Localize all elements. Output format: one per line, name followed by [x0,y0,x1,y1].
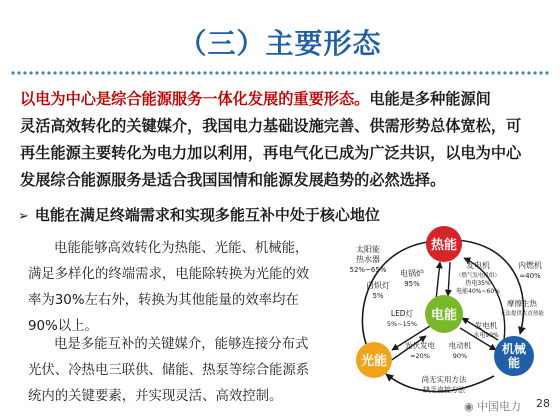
label-pv-pct: ≈20% [410,352,430,360]
body2-line-2: 光伏、冷热电三联供、储能、热泵等综合能源系 [28,363,310,378]
label-no-method-2: 缺乏直接方法 [423,386,465,394]
body-paragraph-2 [28,332,338,410]
body-paragraph-1 [28,236,338,340]
label-generator-pct: 热电35% [465,280,491,287]
label-ice: 内燃机 [518,261,542,270]
label-generator-pct2: 电能40%~60% [456,288,500,295]
body2-line-3: 统内的关键要素，并实现灵活、高效控制。 [28,389,283,404]
intro-highlight: 以电为中心是综合能源服务一体化发展的重要形态。 [20,90,370,108]
label-motor: 电动机 [448,341,472,350]
label-motor-pct: 90% [452,352,468,360]
watermark [464,398,521,414]
arrow-electric-to-heat [436,262,440,300]
label-boiler: 电锅炉 [400,269,424,278]
intro-paragraph [20,86,550,194]
watermark-text: 中国电力 [477,400,522,413]
node-mech-label-2: 能 [507,356,521,370]
intro-line-2: 灵活高效转化的关键媒介，我国电力基础设施完善、供需形势总体宽松，可 [20,117,522,135]
energy-conversion-diagram [344,222,556,412]
label-incandescent-pct: 5% [372,292,384,300]
bullet-arrow-icon: ➢ [18,209,29,224]
intro-line-1-rest: 电能是多种能源间 [369,90,491,108]
label-genset: 发电机 [474,321,498,330]
label-generator-sub: （燃气发电机组） [455,273,501,279]
node-electric-label: 电能 [430,308,458,323]
dotted-divider [10,70,550,76]
body1-line-4: 90%以上。 [28,319,98,334]
page-title: （三）主要形态 [178,27,382,60]
body1-line-1: 电能能够高效转化为热能、光能、机械能， [54,241,309,256]
body1-line-3: 率为30%左右外，转换为其他能量的效率均在 [28,293,299,308]
label-generator: 发电机 [466,261,490,270]
label-friction-2: 无法提供太直热能 [499,311,545,317]
intro-line-1 [20,86,550,113]
label-led-pct: 5%~15% [386,320,418,328]
label-boiler-pct: 95% [404,280,420,288]
body1-line-2: 满足多样化的终端需求，电能除转换为光能的效 [28,267,310,282]
label-led: LED灯 [390,309,414,318]
node-mech-label-1: 机械 [501,342,527,356]
intro-line-3: 再生能源主要转化为电力加以利用，再电气化已成为广泛共识，以电为中心 [20,144,522,162]
label-ice-pct: ≈40% [519,272,541,280]
label-genset-pct: 水电90% [473,332,499,339]
label-pv: 光伏发电 [405,341,435,350]
body2-line-1: 电是多能互补的关键媒介，能够连接分布式 [54,337,309,352]
label-no-method: 尚无实用方法 [421,375,467,384]
intro-line-4: 发展综合能源服务是适合我国国情和能源发展趋势的必然选择。 [20,171,446,189]
node-heat-label: 热能 [430,238,458,253]
node-light-label: 光能 [360,354,388,369]
arrow-heat-to-electric [448,262,450,296]
label-solar-heater-2: 热水器 [356,255,380,264]
page-number: 28 [536,397,550,410]
label-friction: 摩擦生热 [507,299,537,308]
label-incandescent: 白炽灯 [366,281,390,290]
bullet-text: 电能在满足终端需求和实现多能互补中处于核心地位 [34,206,380,224]
label-solar-heater-pct: 52%~65% [349,266,387,274]
label-solar-heater: 太阳能 [356,245,380,254]
wechat-icon: ◉ [464,400,474,413]
